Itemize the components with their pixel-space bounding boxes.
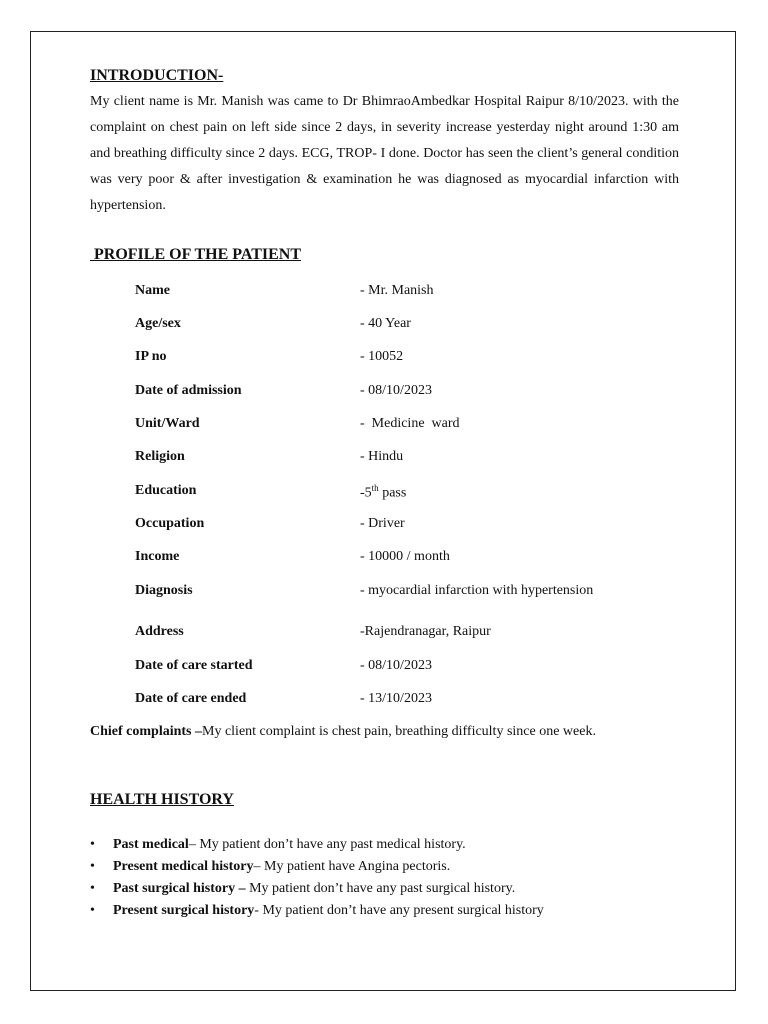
profile-value-education <box>360 483 406 502</box>
profile-value: - 08/10/2023 <box>360 383 432 398</box>
bullet-icon: • <box>90 837 95 852</box>
education-level: -5 <box>360 485 372 501</box>
list-item <box>90 880 544 902</box>
education-suffix: pass <box>378 485 407 501</box>
profile-label: Date of admission <box>135 383 242 398</box>
list-item <box>90 902 544 924</box>
bullet-icon: • <box>90 881 95 896</box>
health-history-list <box>90 836 544 924</box>
history-item-label: Past medical <box>113 837 189 852</box>
history-item-label: Present medical history <box>113 859 254 874</box>
profile-label: Unit/Ward <box>135 416 200 431</box>
chief-complaints-text: My client complaint is chest pain, breathing difficulty since one week. <box>202 724 596 739</box>
profile-heading: PROFILE OF THE PATIENT <box>90 246 301 263</box>
profile-value: -Rajendranagar, Raipur <box>360 624 491 639</box>
profile-value: - Medicine ward <box>360 416 460 431</box>
profile-label: Religion <box>135 449 185 464</box>
profile-label: Date of care started <box>135 658 253 673</box>
profile-value: - myocardial infarction with hypertension <box>360 583 594 598</box>
profile-value: - 13/10/2023 <box>360 691 432 706</box>
profile-label: IP no <box>135 349 167 364</box>
introduction-heading-text: INTRODUCTION <box>90 67 219 84</box>
chief-complaints <box>90 724 596 740</box>
profile-label: Date of care ended <box>135 691 247 706</box>
introduction-paragraph: My client name is Mr. Manish was came to Dr BhimraoAmbedkar Hospital Raipur 8/10/2023. with the complaint on chest pain on left side since 2 days, in severity increase yesterday night around 1:30 am and breathing difficulty since 2 days. ECG, TROP- I done. Doctor has seen the client’s general condition was very poor & after investigation & examination he was diagnosed as myocardial infarction with hypertension. <box>90 94 679 213</box>
introduction-heading-suffix: - <box>218 67 224 84</box>
profile-label: Education <box>135 483 197 498</box>
history-item-label: Present surgical history <box>113 903 255 918</box>
list-item <box>90 836 544 858</box>
history-item-text: – My patient have Angina pectoris. <box>253 859 451 874</box>
profile-value: - Mr. Manish <box>360 283 434 298</box>
profile-label: Name <box>135 283 170 298</box>
health-history-heading: HEALTH HISTORY <box>90 791 234 808</box>
profile-label: Diagnosis <box>135 583 193 598</box>
history-item-label: Past surgical history – <box>113 881 246 896</box>
profile-value: - Driver <box>360 516 405 531</box>
profile-value: - Hindu <box>360 449 404 464</box>
list-item <box>90 858 544 880</box>
profile-value: - 10000 / month <box>360 549 450 564</box>
bullet-icon: • <box>90 903 95 918</box>
profile-label: Age/sex <box>135 316 181 331</box>
profile-value: - 40 Year <box>360 316 411 331</box>
profile-label: Income <box>135 549 180 564</box>
profile-value: - 08/10/2023 <box>360 658 432 673</box>
history-item-text: My patient don’t have any past surgical history. <box>245 881 516 896</box>
profile-value: - 10052 <box>360 349 404 364</box>
chief-complaints-label: Chief complaints – <box>90 724 202 739</box>
introduction-heading <box>90 67 223 85</box>
history-item-text: – My patient don’t have any past medical history. <box>188 837 466 852</box>
profile-label: Address <box>135 624 184 639</box>
ordinal-suffix: th <box>371 483 379 493</box>
bullet-icon: • <box>90 859 95 874</box>
profile-label: Occupation <box>135 516 205 531</box>
history-item-text: - My patient don’t have any present surgical history <box>254 903 544 918</box>
